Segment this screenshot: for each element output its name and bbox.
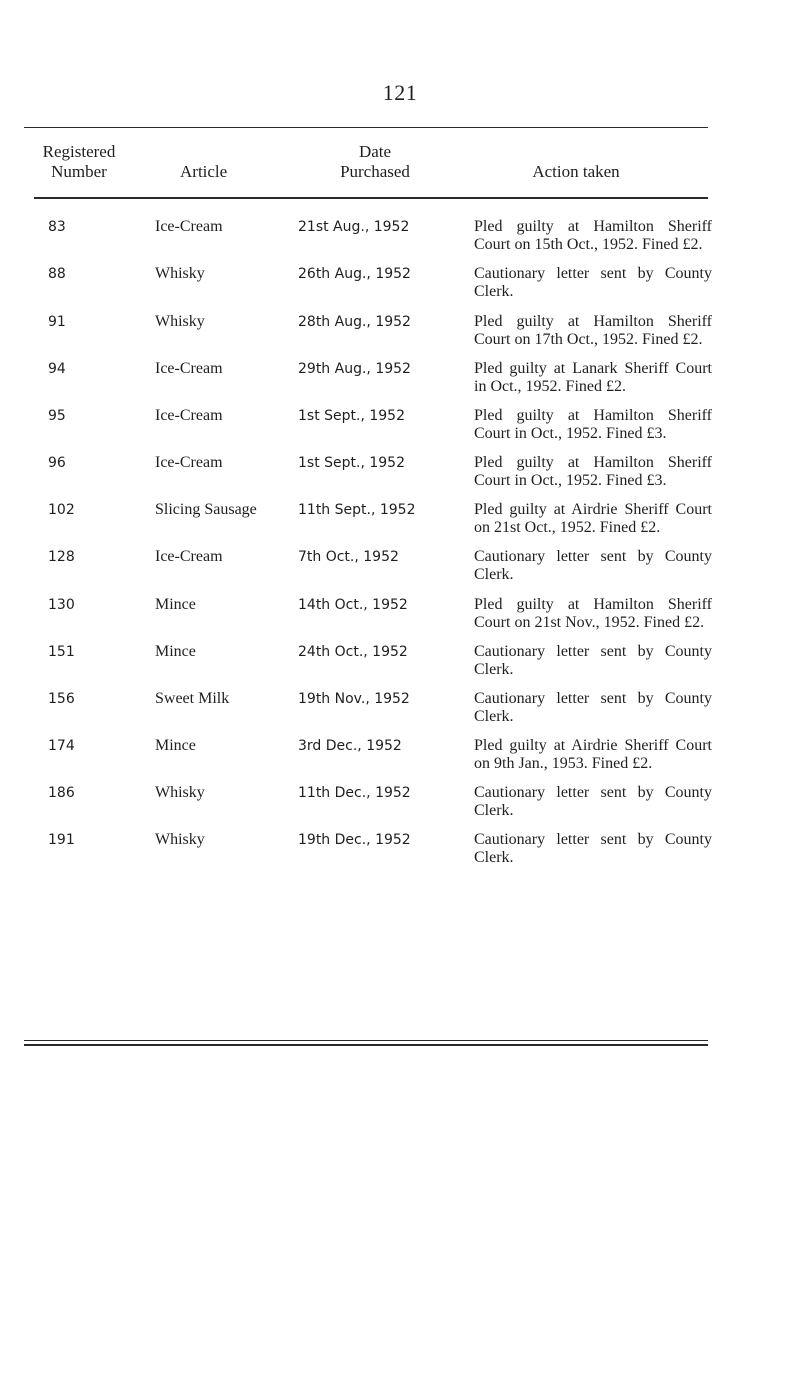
table-row <box>0 218 800 254</box>
article: Ice-Cream <box>155 407 223 424</box>
table-body <box>0 218 800 867</box>
table-row <box>0 548 800 584</box>
date-purchased: 26th Aug., 1952 <box>298 266 411 282</box>
action-taken: Pled guilty at Airdrie Sheriff Court on 21st Oct., 1952. Fined £2. <box>474 501 712 536</box>
action-taken: Pled guilty at Lanark Sheriff Court in Oct., 1952. Fined £2. <box>474 360 712 395</box>
date-purchased: 19th Dec., 1952 <box>298 832 411 848</box>
article: Ice-Cream <box>155 218 223 235</box>
table-row <box>0 501 800 537</box>
article: Sweet Milk <box>155 690 230 707</box>
registered-number: 186 <box>48 785 75 801</box>
action-taken: Cautionary letter sent by County Clerk. <box>474 831 712 866</box>
action-taken: Pled guilty at Airdrie Sheriff Court on 9th Jan., 1953. Fined £2. <box>474 737 712 772</box>
article: Mince <box>155 737 196 754</box>
action-taken: Pled guilty at Hamilton Sheriff Court on 15th Oct., 1952. Fined £2. <box>474 218 712 253</box>
header-article: Article <box>180 162 228 181</box>
action-taken: Pled guilty at Hamilton Sheriff Court on 17th Oct., 1952. Fined £2. <box>474 313 712 348</box>
date-purchased: 1st Sept., 1952 <box>298 455 405 471</box>
date-purchased: 11th Sept., 1952 <box>298 502 416 518</box>
registered-number: 95 <box>48 408 66 424</box>
action-taken: Cautionary letter sent by County Clerk. <box>474 784 712 819</box>
registered-number: 91 <box>48 314 66 330</box>
page-number: 121 <box>382 80 418 105</box>
action-taken: Cautionary letter sent by County Clerk. <box>474 690 712 725</box>
date-purchased: 11th Dec., 1952 <box>298 785 411 801</box>
action-taken: Pled guilty at Hamilton Sheriff Court on 21st Nov., 1952. Fined £2. <box>474 596 712 631</box>
action-taken: Pled guilty at Hamilton Sheriff Court in Oct., 1952. Fined £3. <box>474 407 712 442</box>
table-row <box>0 407 800 443</box>
header-registered-label: Registered <box>42 142 116 161</box>
date-purchased: 19th Nov., 1952 <box>298 691 410 707</box>
header-date-purchased <box>300 142 450 182</box>
table-top-rule <box>24 127 708 128</box>
registered-number: 174 <box>48 738 75 754</box>
header-bottom-rule <box>34 197 708 199</box>
article: Whisky <box>155 265 205 282</box>
table-row <box>0 596 800 632</box>
table-row <box>0 831 800 867</box>
registered-number: 130 <box>48 597 75 613</box>
registered-number: 94 <box>48 361 66 377</box>
registered-number: 88 <box>48 266 66 282</box>
header-registered-number <box>24 142 134 182</box>
action-taken: Cautionary letter sent by County Clerk. <box>474 643 712 678</box>
registered-number: 96 <box>48 455 66 471</box>
article: Slicing Sausage <box>155 501 257 518</box>
date-purchased: 24th Oct., 1952 <box>298 644 408 660</box>
date-purchased: 29th Aug., 1952 <box>298 361 411 377</box>
article: Mince <box>155 596 196 613</box>
table-row <box>0 313 800 349</box>
table-row <box>0 454 800 490</box>
action-taken: Cautionary letter sent by County Clerk. <box>474 265 712 300</box>
article: Whisky <box>155 313 205 330</box>
table-bottom-rule <box>24 1040 708 1041</box>
header-purchased-label: Purchased <box>340 162 410 181</box>
article: Ice-Cream <box>155 360 223 377</box>
registered-number: 83 <box>48 219 66 235</box>
table-row <box>0 690 800 726</box>
registered-number: 151 <box>48 644 75 660</box>
article: Whisky <box>155 831 205 848</box>
header-action-taken: Action taken <box>532 162 620 181</box>
table-row <box>0 360 800 396</box>
date-purchased: 21st Aug., 1952 <box>298 219 410 235</box>
registered-number: 156 <box>48 691 75 707</box>
date-purchased: 14th Oct., 1952 <box>298 597 408 613</box>
article: Ice-Cream <box>155 454 223 471</box>
table-row <box>0 265 800 301</box>
action-taken: Cautionary letter sent by County Clerk. <box>474 548 712 583</box>
action-taken: Pled guilty at Hamilton Sheriff Court in Oct., 1952. Fined £3. <box>474 454 712 489</box>
table-row <box>0 643 800 679</box>
article: Whisky <box>155 784 205 801</box>
header-date-label: Date <box>358 142 392 161</box>
table-row <box>0 737 800 773</box>
table-bottom-rule-double <box>24 1044 708 1046</box>
date-purchased: 7th Oct., 1952 <box>298 549 399 565</box>
table-row <box>0 784 800 820</box>
article: Mince <box>155 643 196 660</box>
header-number-label: Number <box>51 162 107 181</box>
registered-number: 102 <box>48 502 75 518</box>
date-purchased: 28th Aug., 1952 <box>298 314 411 330</box>
article: Ice-Cream <box>155 548 223 565</box>
date-purchased: 3rd Dec., 1952 <box>298 738 402 754</box>
date-purchased: 1st Sept., 1952 <box>298 408 405 424</box>
registered-number: 191 <box>48 832 75 848</box>
registered-number: 128 <box>48 549 75 565</box>
